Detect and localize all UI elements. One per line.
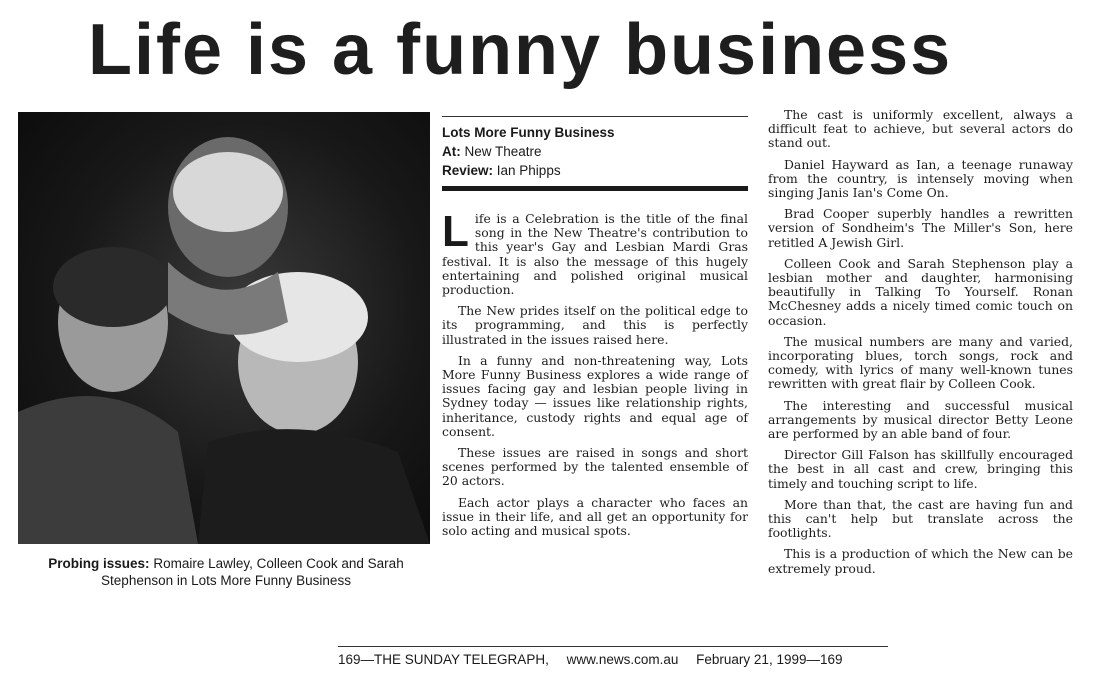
reviewer-label: Review: <box>442 163 494 178</box>
reviewer-value: Ian Phipps <box>493 163 561 178</box>
article-paragraph: This is a production of which the New can be extremely proud. <box>768 546 1073 576</box>
photo-caption <box>22 555 430 589</box>
show-title: Lots More Funny Business <box>442 125 615 140</box>
article-paragraph: More than that, the cast are having fun and this can't help but translate across the footlights. <box>768 496 1073 541</box>
figure-left-body <box>18 396 198 544</box>
caption-lead: Probing issues: <box>48 556 150 571</box>
figure-left-hair <box>53 247 173 327</box>
article-paragraph: The musical numbers are many and varied, incorporating blues, torch songs, rock and comedy, with lyrics of many well-known tunes rewritten with great flair by Colleen Cook. <box>768 333 1073 392</box>
review-info-box <box>442 116 748 191</box>
article-column-2 <box>768 108 1073 583</box>
footer-publication: 169—THE SUNDAY TELEGRAPH, <box>338 652 549 667</box>
article-paragraph: Each actor plays a character who faces an issue in their life, and all get an opportunity for solo acting and musical spots. <box>442 494 748 539</box>
figure-right-body <box>198 429 430 544</box>
footer-url: www.news.com.au <box>566 652 679 667</box>
headline: Life is a funny business <box>88 10 953 90</box>
venue-label: At: <box>442 144 461 159</box>
paragraph-text: ife is a Celebration is the title of the final song in the New Theatre's contribution to this year's Gay and Lesbian Mardi Gras festival. It is also the message of this hugely entertaining and polished original musical production. <box>442 211 748 298</box>
cast-photo-image <box>18 112 430 544</box>
cast-photo <box>18 112 430 544</box>
footer-date: February 21, 1999—169 <box>696 652 843 667</box>
article-paragraph <box>442 207 748 298</box>
article-paragraph: The interesting and successful musical arrangements by musical director Betty Leone are performed by an able band of four. <box>768 397 1073 442</box>
drop-cap: L <box>442 207 469 256</box>
figure-top-hair <box>173 152 283 232</box>
article-column-1 <box>442 207 748 545</box>
venue-value: New Theatre <box>460 144 542 159</box>
article-paragraph: Brad Cooper superbly handles a rewritten version of Sondheim's The Miller's Son, here retitled A Jewish Girl. <box>768 206 1073 250</box>
article-paragraph: Daniel Hayward as Ian, a teenage runaway from the country, is intensely moving when singing Janis Ian's Come On. <box>768 156 1073 201</box>
article-paragraph: In a funny and non-threatening way, Lots More Funny Business explores a wide range of issues facing gay and lesbian people living in Sydney today — issues like relationship rights, inheritance, custody rights and equal age of consent. <box>442 352 748 439</box>
article-paragraph: Director Gill Falson has skillfully encouraged the best in all cast and crew, bringing this timely and touching script to life. <box>768 447 1073 491</box>
page-footer <box>338 646 888 669</box>
reviewer-line <box>442 161 748 180</box>
article-paragraph: The New prides itself on the political edge to its programming, and this is perfectly illustrated in the issues raised here. <box>442 303 748 347</box>
venue-line <box>442 142 748 161</box>
article-paragraph: These issues are raised in songs and short scenes performed by the talented ensemble of 20 actors. <box>442 445 748 489</box>
caption-text: Romaire Lawley, Colleen Cook and Sarah Stephenson in Lots More Funny Business <box>101 556 404 588</box>
article-paragraph: Colleen Cook and Sarah Stephenson play a lesbian mother and daughter, harmonising beautifully in Talking To Yourself. Ronan McChesney adds a nicely timed comic touch on occasion. <box>768 255 1073 328</box>
info-box-rule <box>442 186 748 191</box>
article-paragraph: The cast is uniformly excellent, always a difficult feat to achieve, but several actors do stand out. <box>768 107 1073 151</box>
